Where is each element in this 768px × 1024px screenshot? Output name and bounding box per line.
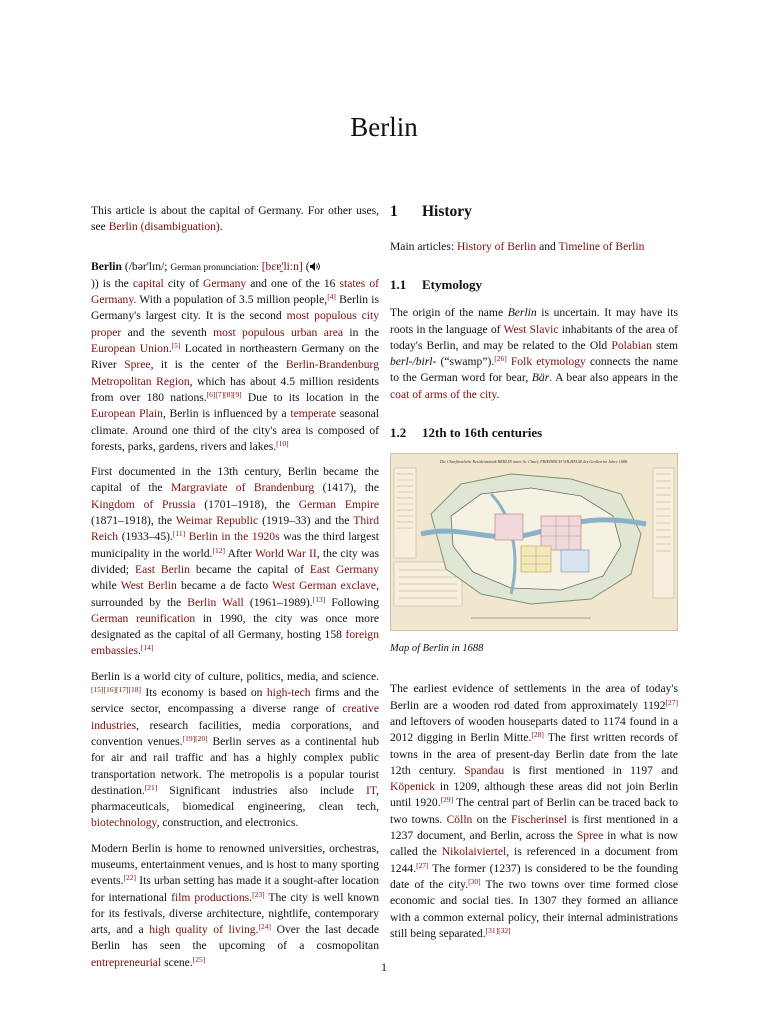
map-illustration [391,454,677,630]
italic-text: Berlin [507,306,537,320]
ref-15-18[interactable]: [15][16][17][18] [91,685,141,695]
text: . [249,890,253,904]
link-urban-area[interactable]: most populous urban area [213,325,344,339]
text: , it is the center of the [150,358,286,372]
ref-11[interactable]: [11] [172,529,186,539]
settlement-paragraph [390,681,678,942]
text: (1933–45). [118,530,173,544]
text: (“swamp”). [436,355,495,369]
text: Located in northeastern Germany on the River [91,342,379,372]
text: Berlin serves as a continental hub for air and rail traffic and has a highly complex public transportation network. The metropolis is a popular tourist destination. [91,734,379,797]
text: The former (1237) is considered to be the founding date of the city. [390,861,678,891]
text: After [224,546,256,560]
text: Due to its location in the [241,390,379,404]
text: , surrounded by the [91,579,379,609]
text: in 1990, the city was once more designated as the capital of all Germany, hosting 158 [91,611,379,642]
ref-24[interactable]: [24] [258,922,271,932]
link-ww2[interactable]: World War II [255,546,317,560]
text: is uncertain. It may have its roots in the language of [390,306,678,336]
etymology-paragraph [390,305,678,403]
link-west-berlin[interactable]: West Berlin [120,579,177,593]
link-spandau[interactable]: Spandau [464,763,505,777]
link-states[interactable]: states of Germany [91,276,379,307]
text: (1701–1918), the [195,497,299,511]
link-timeline-of-berlin[interactable]: Timeline of Berlin [558,240,645,253]
link-prussia[interactable]: Kingdom of Prussia [91,497,196,511]
history-paragraph [91,464,379,660]
map-of-berlin-image[interactable] [390,453,678,631]
ref-25[interactable]: [25] [192,954,206,964]
link-exclave[interactable]: West German exclave [272,579,377,593]
text: , is referenced in a document from 1244. [390,845,678,875]
intro-paragraph: Berlin (/bər'lɪn/; German pronunciation: [bɛɐ̯'liːn] ( )) is the capital city of Germany and one of the 16 states of Germany. With a population of 3.5 million people,[4] Berlin is Germany's largest city. It is the second most populous city proper and the seventh most populous urban area in the European Union.[5] Located in northeastern Germany on the River Spree, it is the center of the Berlin-Brandenburg Metropolitan Region, which has about 4.5 million residents from over 180 nations.[6][7][8][9] Due to its location in the European Plain, Berlin is influenced by a temperate seasonal climate. Around one third of the city's area is composed of forests, parks, gardens, rivers and lakes.[10] [91,259,380,453]
text: Its urban setting has made it a sought-after location for international [91,874,379,904]
text: seasonal climate. Around one third of the city's area is composed of forests, parks, gardens, rivers and lakes. [91,407,380,453]
link-capital[interactable]: capital [132,276,164,290]
link-berlin-wall[interactable]: Berlin Wall [187,595,244,609]
link-entrepreneurial[interactable]: entrepreneurial [91,955,162,969]
text: Berlin is a world city of culture, politics, media, and science. [91,669,379,683]
ref-27[interactable]: [27] [665,697,678,707]
link-history-of-berlin[interactable]: History of Berlin [456,240,537,253]
page-title: Berlin [350,112,418,142]
ref-12[interactable]: [12] [212,545,225,555]
link-fischerinsel[interactable]: Fischerinsel [511,812,568,826]
text: (1417), the [314,481,379,495]
map-caption: Map of Berlin in 1688 [390,643,484,655]
ref-30[interactable]: [30] [468,876,481,886]
text: . [496,387,500,401]
text: in what is now called the [390,829,678,859]
text: , which has about 4.5 million residents from over 180 nations. [91,374,379,404]
link-polabian[interactable]: Polabian [611,338,652,352]
link-quality-of-living[interactable]: high quality of living [149,923,256,937]
text: , construction, and electronics. [156,816,299,830]
hatnote-text: This article is about the capital of Germany. For other uses, see [91,204,379,234]
text: became the capital of [189,562,310,576]
ref-22[interactable]: [22] [123,873,137,883]
pron-close: )) [91,276,99,290]
text: inhabitants of the area of today's Berlin, and may be related to the Old [390,322,678,352]
text: is first mentioned in a 1237 document, and Berlin, across the [390,812,678,843]
link-spree[interactable]: Spree [124,358,151,372]
text: in the [343,325,379,339]
link-embassies[interactable]: foreign embassies [91,628,379,658]
text: . A bear also appears in the [549,371,678,385]
section-12th-16th-heading [390,425,678,441]
text: is first mentioned in 1197 and [504,763,678,777]
left-column [91,203,379,980]
link-reunification[interactable]: German reunification [91,611,196,625]
ref-26[interactable]: [26] [494,354,507,364]
link-margraviate[interactable]: Margraviate of Brandenburg [170,481,315,495]
ref-19-20[interactable]: [19][20] [182,733,208,743]
section-history-heading [390,203,678,221]
text: and the seventh [121,325,214,339]
link-folk-etymology[interactable]: Folk etymology [510,355,586,369]
hatnote [91,203,379,236]
hatnote-end: . [219,220,223,234]
text: , the city was divided; [91,546,379,576]
link-disambiguation[interactable]: Berlin (disambiguation) [108,220,220,234]
section-title: 12th to 16th centuries [422,425,543,441]
link-film-productions[interactable]: film productions [171,890,250,904]
link-creative-industries[interactable]: creative industries [91,702,379,732]
text: Over the last decade Berlin has seen the upcoming of a cosmopolitan [91,923,379,953]
ref-5[interactable]: [5] [171,341,181,351]
map-title: Die Churfürstliche Residentzstadt BERLIN unter Sr. Churf. FRIEDRICH WILHELM des Großen im Jahre 1688. [439,459,629,465]
text: Significant industries also include [157,783,366,797]
text: The earliest evidence of settlements in the area of today's Berlin are a wooden rod dated from approximately 1192 [390,682,678,712]
ref-13[interactable]: [13] [312,594,326,604]
link-colln[interactable]: Cölln [446,812,473,826]
text: city of [163,276,204,290]
link-east-berlin[interactable]: East Berlin [134,562,190,576]
text: , pharmaceuticals, biomedical engineering, clean tech, [91,783,379,814]
text: Modern Berlin is home to renowned universities, orchestras, museums, entertainment venues, and is host to many sporting events. [91,841,379,888]
text: The first written records of towns in the area of present-day Berlin date from the late 12th century. [390,731,678,777]
ref-6-9[interactable]: [6][7][8][9] [206,389,242,399]
link-high-tech[interactable]: high-tech [266,686,311,700]
link-third-reich[interactable]: Third Reich [91,514,379,544]
ref-21[interactable]: [21] [144,782,158,792]
text: (1919–33) and the [258,514,354,528]
speaker-icon[interactable] [310,260,320,269]
section-title: Etymology [422,277,482,293]
link-biotechnology[interactable]: biotechnology [91,816,157,830]
text: Following [325,595,379,609]
link-coat-of-arms[interactable]: coat of arms of the city [390,387,497,401]
text: . [138,644,141,658]
link-nikolaiviertel[interactable]: Nikolaiviertel [441,845,507,859]
italic-text: Bär [531,371,550,385]
ipa-english: (/bər'lɪn/; [124,259,168,273]
link-spree-2[interactable]: Spree [576,829,604,843]
text: (1871–1918), the [91,514,176,528]
ref-14[interactable]: [14] [140,643,154,653]
text: stem [651,338,679,352]
ref-4[interactable]: [4] [327,292,336,302]
section-title: History [422,203,472,220]
page-number: 1 [381,960,387,974]
section-number: 1.2 [390,425,407,441]
text: was the third largest municipality in the world. [91,530,379,560]
ref-10[interactable]: [10] [276,438,289,448]
ref-27b[interactable]: [27] [416,860,429,870]
text: while [91,579,121,593]
text: became a de facto [176,579,273,593]
link-german-empire[interactable]: German Empire [298,497,379,511]
right-column [390,203,678,951]
text: (1961–1989). [243,595,313,609]
text: firms and the service sector, encompassing a diverse range of [91,686,379,716]
link-germany[interactable]: Germany [203,276,247,290]
link-eu[interactable]: European Union [91,342,169,356]
text: connects the name to the German word for bear, [390,355,678,385]
link-weimar[interactable]: Weimar Republic [175,514,259,528]
text: The origin of the name [390,306,508,320]
link-temperate[interactable]: temperate [290,407,337,421]
link-metro-region[interactable]: Berlin-Brandenburg Metropolitan Region [91,358,379,388]
ref-23[interactable]: [23] [252,889,265,899]
link-city-proper[interactable]: most populous city proper [91,309,379,339]
link-european-plain[interactable]: European Plain [91,407,163,421]
text: , Berlin is influenced by a [162,407,291,421]
text: and [536,240,559,253]
text: The two towns over time formed close economic and social ties. In 1307 they formed an alliance with a common external policy, their internal administrations still being separated. [390,877,679,940]
text: . [255,923,259,937]
text: , research facilities, media corporations, and convention venues. [91,718,379,748]
article-name: Berlin [91,259,122,273]
section-number: 1 [390,203,398,220]
link-kopenick[interactable]: Köpenick [390,780,436,794]
section-etymology-heading [390,277,678,293]
text: on the [472,812,511,826]
link-it[interactable]: IT [366,783,377,797]
link-1920s[interactable]: Berlin in the 1920s [188,530,280,544]
text: scene. [161,955,193,969]
modern-paragraph [91,841,379,971]
italic-text: berl-/birl- [390,355,437,369]
pron-open: ( [305,259,310,273]
ref-28[interactable]: [28] [531,730,544,740]
ref-31-32[interactable]: [31][32] [485,925,511,935]
section-number: 1.1 [390,277,407,293]
text: and leftovers of wooden houseparts dated to 1174 found in a 2012 digging in Berlin Mitte. [390,714,678,745]
text: in 1209, although these areas did not join Berlin until 1920. [390,780,678,810]
ref-29[interactable]: [29] [440,795,454,805]
culture-paragraph [91,669,379,832]
text: Berlin is Germany's largest city. It is the second [91,293,379,323]
link-east-germany[interactable]: East Germany [309,562,379,576]
german-pron-label: German pronunciation: [170,262,259,273]
main-articles-note [390,239,678,255]
text: The central part of Berlin can be traced back to two towns. [390,796,678,826]
text: . With a population of 3.5 million people, [133,293,328,307]
text: Main articles: [390,240,457,253]
link-west-slavic[interactable]: West Slavic [503,322,559,336]
link-german-ipa[interactable]: [bɛɐ̯'liːn] [261,259,303,273]
text: The city is well known for its festivals, diverse architecture, nightlife, contemporary arts, and a [91,890,379,937]
text: and one of the 16 [246,276,340,290]
text: Its economy is based on [140,686,267,700]
text: First documented in the 13th century, Berlin became the capital of the [91,465,379,495]
text: is the [98,276,133,290]
